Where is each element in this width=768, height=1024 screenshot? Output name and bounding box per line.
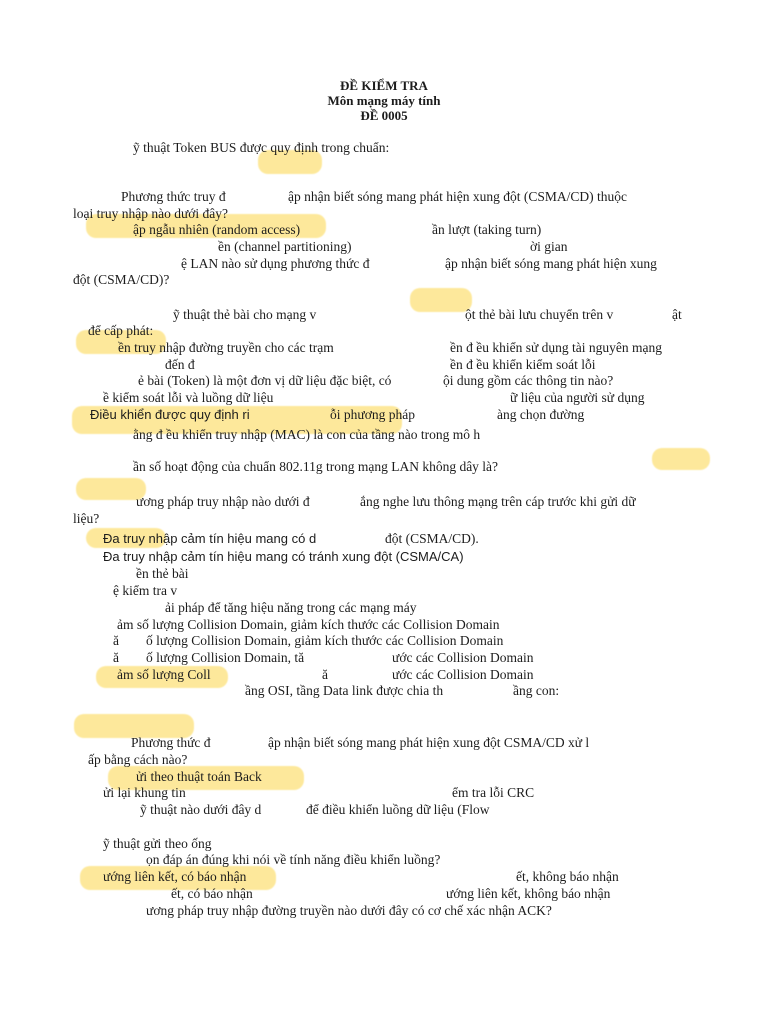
text-fragment: ền truy nhập đường truyền cho các trạm <box>118 340 334 355</box>
text-fragment: ầng OSI, tầng Data link được chia th <box>245 683 444 698</box>
text-fragment: ước các Collision Domain <box>392 650 534 665</box>
text-fragment: ết, không báo nhận <box>516 869 619 884</box>
text-fragment: ểm tra lỗi CRC <box>452 785 535 800</box>
text-fragment: ố lượng Collision Domain, tă <box>146 650 305 665</box>
text-fragment: Phương thức truy đ <box>121 189 226 204</box>
text-fragment: ập nhận biết sóng mang phát hiện xung đột (CSMA/CD) thuộc <box>288 189 627 204</box>
text-fragment: ửi lại khung tin <box>103 785 186 800</box>
text-fragment: ần lượt (taking turn) <box>432 222 542 237</box>
text-fragment: đột (CSMA/CD). <box>385 531 479 546</box>
exam-subject: Môn mạng máy tính <box>327 93 441 108</box>
text-fragment: ập ngẫu nhiên (random access) <box>133 222 301 237</box>
text-fragment: Điều khiển được quy định ri <box>90 407 250 422</box>
text-fragment: ải pháp để tăng hiệu năng trong các mạng máy <box>165 600 417 615</box>
highlight-mark <box>652 448 710 470</box>
exam-title: ĐỀ KIỂM TRA <box>340 78 428 93</box>
text-fragment: đến đ <box>165 357 195 372</box>
text-fragment: ă <box>322 667 328 682</box>
text-fragment: ảm số lượng Collision Domain, giảm kích thước các Collision Domain <box>117 617 500 632</box>
text-fragment: ền (channel partitioning) <box>218 239 352 254</box>
text-fragment: ướng liên kết, có báo nhận <box>103 869 247 884</box>
text-fragment: ỹ thuật thẻ bài cho mạng v <box>173 307 317 322</box>
text-fragment: ền đ ều khiển kiểm soát lỗi <box>450 357 596 372</box>
text-fragment: ần số hoạt động của chuẩn 802.11g trong mạng LAN không dây là? <box>133 459 499 474</box>
text-fragment: ọn đáp án đúng khi nói về tính năng điều khiển luồng? <box>146 852 441 867</box>
text-fragment: ằng đ ều khiển truy nhập (MAC) là con của tầng nào trong mô h <box>133 427 481 442</box>
text-fragment: ột thẻ bài lưu chuyển trên v <box>465 307 614 322</box>
text-fragment: ỹ thuật nào dưới đây d <box>140 802 262 817</box>
text-fragment: ời gian <box>530 239 568 254</box>
text-fragment: ước các Collision Domain <box>392 667 534 682</box>
text-fragment: ỗi phương pháp <box>330 407 415 422</box>
text-fragment: loại truy nhập nào dưới đây? <box>73 206 229 221</box>
highlight-mark <box>410 288 472 312</box>
text-fragment: ập nhận biết sóng mang phát hiện xung <box>445 256 657 271</box>
text-fragment: ền đ ều khiển sử dụng tài nguyên mạng <box>450 340 663 355</box>
text-fragment: đột (CSMA/CD)? <box>73 272 170 287</box>
text-fragment: ố lượng Collision Domain, giảm kích thước các Collision Domain <box>146 633 504 648</box>
text-fragment: ă <box>113 650 119 665</box>
text-fragment: ền thẻ bài <box>136 566 189 581</box>
text-fragment: ắng nghe lưu thông mạng trên cáp trước khi gửi dữ <box>360 494 636 509</box>
text-fragment: ẻ bài (Token) là một đơn vị dữ liệu đặc biệt, có <box>138 373 392 388</box>
text-fragment: ầng con: <box>513 683 560 698</box>
text-fragment: ă <box>113 633 119 648</box>
text-fragment: ữ liệu của người sử dụng <box>510 390 645 405</box>
text-fragment: ập nhận biết sóng mang phát hiện xung đột CSMA/CD xử l <box>268 735 590 750</box>
text-fragment: ề kiểm soát lỗi và luồng dữ liệu <box>103 390 274 405</box>
text-fragment: ật <box>672 307 682 322</box>
text-fragment: Đa truy nhập cảm tín hiệu mang có d <box>103 531 317 546</box>
text-fragment: ết, có báo nhận <box>171 886 253 901</box>
text-fragment: àng chọn đường <box>497 407 585 422</box>
text-fragment: để cấp phát: <box>88 323 154 338</box>
text-fragment: Phương thức đ <box>131 735 211 750</box>
text-fragment: ỹ thuật Token BUS được quy định trong chuẩn: <box>133 140 390 155</box>
text-fragment: ội dung gồm các thông tin nào? <box>443 373 614 388</box>
text-fragment: ảm số lượng Coll <box>117 667 211 682</box>
text-fragment: ệ kiểm tra v <box>113 583 178 598</box>
text-fragment: ệ LAN nào sử dụng phương thức đ <box>181 256 370 271</box>
text-fragment: ướng liên kết, không báo nhận <box>446 886 611 901</box>
text-fragment: Đa truy nhập cảm tín hiệu mang có tránh xung đột (CSMA/CA) <box>103 549 464 564</box>
text-fragment: liệu? <box>73 511 100 526</box>
text-fragment: ửi theo thuật toán Back <box>136 769 262 784</box>
text-fragment: ương pháp truy nhập đường truyền nào dưới đây có cơ chế xác nhận ACK? <box>146 903 552 918</box>
text-fragment: ấp bằng cách nào? <box>88 752 188 767</box>
text-fragment: ương pháp truy nhập nào dưới đ <box>136 494 310 509</box>
text-fragment: để điều khiển luồng dữ liệu (Flow <box>306 802 490 817</box>
text-fragment: ỹ thuật gửi theo ống <box>103 836 212 851</box>
exam-code: ĐỀ 0005 <box>360 108 408 123</box>
